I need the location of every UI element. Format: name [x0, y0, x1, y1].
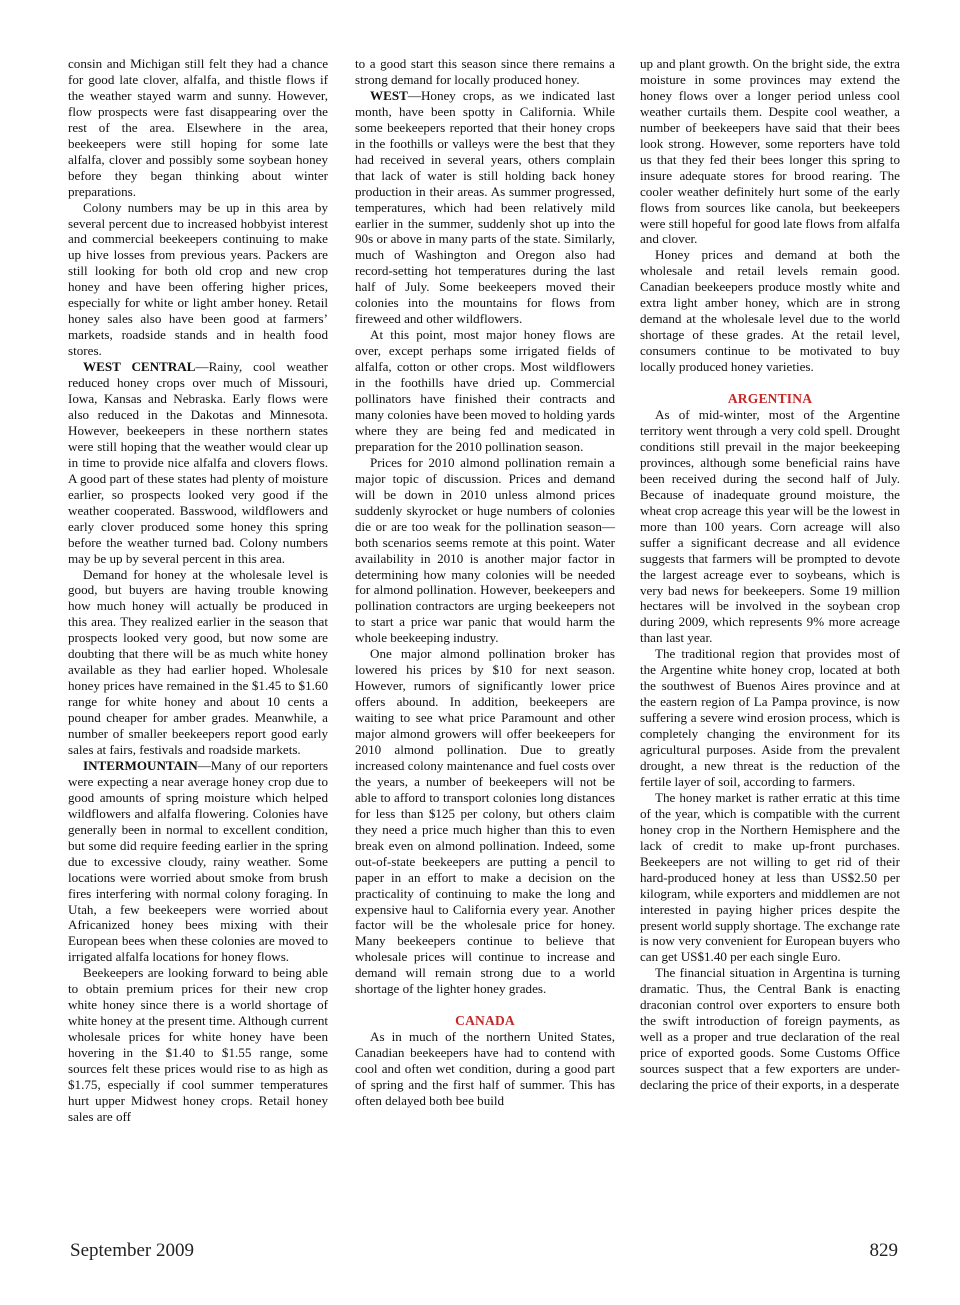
paragraph: Prices for 2010 almond pollination remain a major topic of discussion. Prices and demand will be down in 2010 unless almond prices suddenly skyrocket or huge numbers of colonies die or are too weak for the pollination season—both scenarios seems remote at this point. Water availability in 2010 is another major factor in determining how many colonies will be needed for almond pollination. However, beekeepers and pollination contractors are urging beekeepers not to start a price war panic that would harm the whole beekeeping industry. — [355, 454, 615, 646]
paragraph: up and plant growth. On the bright side, the extra moisture in some provinces may extend the honey flows over a longer period unless cool weather curtails them. Despite cool weather, a number of beekeepers have said that their bees look strong. However, some reporters have told us that they fed their bees longer this spring to insure adequate stores for brood rearing. The cooler weather definitely hurt some of the early flows from sources like canola, but beekeepers were still hopeful for good late flows from alfalfa and clover. — [640, 56, 900, 247]
paragraph: One major almond pollination broker has lowered his prices by $10 for next season. However, rumors of significantly lower price offers abound. In addition, beekeepers are waiting to see what price Paramount and other major almond growers will offer beekeepers for 2010 almond pollination. Due to greatly increased colony maintenance and fuel costs over the years, a number of beekeepers will not be able to afford to transport colonies long distances for less than $125 per colony, but others claim they need a price much higher than this to even break even on almond pollination. Indeed, some out-of-state beekeepers are putting a pencil to paper in an effort to make a decision on the practicality of continuing to make the long and expensive haul to California every year. Another factor will be the wholesale price for honey. Many beekeepers continue to believe that wholesale prices will continue to increase and demand will remain strong due to a world shortage of the lighter honey grades. — [355, 646, 615, 997]
paragraph: Demand for honey at the wholesale level is good, but buyers are having trouble knowing how much honey will actually be produced in this area. They realized earlier in the season that prospects looked very good, but now some are doubting that there will be as much white honey available as they had earlier hoped. Wholesale honey prices have remained in the $1.45 to $1.60 range for white honey and about 10 cents a pound cheaper for amber grades. Meanwhile, a number of smaller beekeepers report good early sales at fairs, festivals and roadside markets. — [68, 566, 328, 757]
column-3 — [640, 56, 900, 1093]
paragraph: As in much of the northern United States, Canadian beekeepers have had to contend with cool and often wet condition, during a good part of spring and the first half of summer. This has often delayed both bee build — [355, 1029, 615, 1108]
column-2 — [355, 56, 615, 1109]
section-heading-canada: CANADA — [455, 1013, 515, 1029]
page-number: 829 — [869, 1240, 898, 1261]
region-lead: WEST — [370, 87, 408, 103]
paragraph-text: —Many of our reporters were expecting a near average honey crop due to good amounts of spring moisture which helped wildflowers and alfalfa flowering. Colonies have generally been in normal to excellent condition, but some did require feeding earlier in the spring due to excessive cloudy, rainy weather. Some locations were worried about smoke from brush fires interfering with normal colony foraging. In Utah, a few beekeepers were worried about Africanized honey bees mixing with their European bees when these colonies are moved to irrigated alfalfa locations for honey flows. — [68, 757, 328, 965]
paragraph: At this point, most major honey flows are over, except perhaps some irrigated fields of alfalfa, cotton or other crops. Most wildflowers in the foothills have dried up. Commercial pollinators have finished their contracts and many colonies have been moved to holding yards where they are being fed and medicated in preparation for the 2010 pollination season. — [355, 327, 615, 454]
paragraph: Colony numbers may be up in this area by several percent due to increased hobbyist interest and commercial beekeepers continuing to make up hive losses from previous years. Packers are still looking for both old crop and new crop honey and have been offering higher prices, especially for white or light amber honey. Retail honey sales also have been good at farmers’ markets, roadside stands and in health food stores. — [68, 199, 328, 359]
paragraph — [355, 88, 615, 327]
region-lead: WEST CENTRAL — [83, 359, 196, 375]
paragraph-text: —Honey crops, as we indicated last month, have been spotty in California. While some beekeepers reported that their honey crops in the foothills or valleys were the best that they had received in several years, others complain that lack of water is still holding back honey production in their areas. As summer progressed, temperatures, which had been relatively mild earlier in the summer, suddenly shot up into the 90s or above in many parts of the state. Similarly, much of Washington and Oregon also had record-setting hot temperatures during the last half of July. Some beekeepers moved their colonies into the mountains for flows from fireweed and other wildflowers. — [355, 87, 615, 327]
paragraph — [68, 758, 328, 965]
paragraph: The financial situation in Argentina is turning dramatic. Thus, the Central Bank is enacting draconian control over exporters to ensure both the swift introduction of foreign payments, as well as a proper and true declaration of the real price of exported goods. Some Customs Office sources suspect that a few exporters are under-declaring the price of their exports, in a desperate — [640, 965, 900, 1093]
paragraph: Beekeepers are looking forward to being able to obtain premium prices for their new crop white honey since there is a world shortage of white honey at the present time. Although current wholesale prices for white honey have been hovering in the $1.40 to $1.55 range, some sources felt these prices would rise to as high as $1.75, especially if cool summer temperatures hurt upper Midwest honey crops. Retail honey sales are off — [68, 965, 328, 1124]
paragraph: The traditional region that provides most of the Argentine white honey crop, located at both the southwest of Buenos Aires province and at the eastern region of La Pampa province, is now suffering a severe wind erosion process, which is completely changing the environment for its agricultural purposes. Aside from the prevalent drought, a new threat is the reduction of the fertile layer of soil, according to farmers. — [640, 646, 900, 789]
paragraph: Honey prices and demand at both the wholesale and retail levels remain good. Canadian beekeepers produce mostly white and extra light amber honey, which are in strong demand at the wholesale level due to the world shortage of these grades. At the retail level, consumers continue to be motivated to buy locally produced honey varieties. — [640, 247, 900, 375]
region-lead: INTERMOUNTAIN — [83, 757, 198, 773]
paragraph: The honey market is rather erratic at this time of the year, which is compatible with the current honey crop in the Northern Hemisphere and the lack of credit to make up-front purchases. Beekeepers are not willing to get rid of their hard-produced honey at less than US$2.50 per kilogram, while exporters and middlemen are not interested in paying higher prices despite the present world supply shortage. The exchange rate is now very convenient for European buyers who can get US$1.40 per each single Euro. — [640, 789, 900, 965]
paragraph: consin and Michigan still felt they had a chance for good late clover, alfalfa, and thistle flows if the weather stayed warm and sunny. However, flow prospects were fast disappearing over the rest of the area. Elsewhere in the area, beekeepers were still hoping for some late alfalfa, clover and possibly some soybean honey before they began thinking about winter preparations. — [68, 56, 328, 199]
footer-date: September 2009 — [70, 1240, 195, 1261]
paragraph: to a good start this season since there remains a strong demand for locally produced honey. — [355, 56, 615, 87]
section-heading-argentina: ARGENTINA — [727, 391, 813, 407]
paragraph: As of mid-winter, most of the Argentine territory went through a very cold spell. Drought conditions still prevail in the major beekeeping provinces, although some beneficial rains have been received during the second half of July. Because of inadequate ground moisture, the wheat crop acreage this year will be the lowest in more than 100 years. Corn acreage will also suffer a significant decrease and all evidence suggests that farmers will be prompted to devote the largest acreage ever to soybeans, which is very bad news for beekeepers. Some 19 million hectares will be involved in the soybean crop during 2009, which represents 9% more acreage than last year. — [640, 407, 900, 646]
paragraph — [68, 359, 328, 566]
paragraph-text: —Rainy, cool weather reduced honey crops over much of Missouri, Iowa, Kansas and Nebraska. Early flows were also reduced in the Dakotas and Minnesota. However, beekeepers in these northern states were still hoping that the weather would clear up in time to provide nice alfalfa and clovers flows. A good part of these states had plenty of moisture earlier, so prospects looked very good if the weather cooperated. Basswood, wildflowers and early clover produced some honey this spring before the weather turned bad. Colony numbers may be up by several percent in this area. — [68, 359, 329, 566]
column-1 — [68, 56, 328, 1125]
